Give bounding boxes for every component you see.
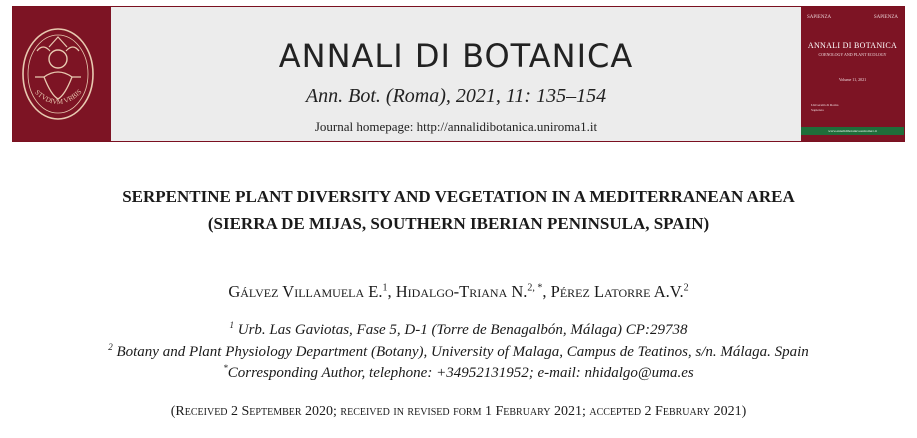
seal-text: STVDIVM VRBIS xyxy=(33,87,84,107)
cover-publisher-line: Sapienza xyxy=(811,108,824,112)
submission-dates: (Received 2 September 2020; received in revised form 1 February 2021; accepted 2 February 2021) xyxy=(170,404,747,419)
corresponding-author xyxy=(0,363,917,382)
affiliation xyxy=(0,320,917,339)
article-title-line: SERPENTINE PLANT DIVERSITY AND VEGETATION IN A MEDITERRANEAN AREA xyxy=(122,187,795,206)
cover-publisher-left: SAPIENZA xyxy=(807,15,832,20)
journal-cover-thumbnail xyxy=(801,7,904,141)
affiliation-text: Botany and Plant Physiology Department (Botany), University of Malaga, Campus de Teatinos, s/n. Málaga. Spain xyxy=(116,344,809,360)
cover-volume: Volume 11, 2021 xyxy=(838,77,867,82)
affiliation-mark: 1 xyxy=(229,320,235,330)
journal-citation: Ann. Bot. (Roma), 2021, 11: 135–154 xyxy=(305,85,607,107)
journal-homepage[interactable]: Journal homepage: http://annalidibotanica.uniroma1.it xyxy=(314,119,598,134)
affiliation-text: Urb. Las Gaviotas, Fase 5, D-1 (Torre de Benagalbón, Málaga) CP:29738 xyxy=(237,322,688,338)
author-affiliation-mark: 2 xyxy=(683,282,689,294)
article-title xyxy=(0,183,917,237)
journal-masthead xyxy=(111,7,801,141)
corresponding-author-text: Corresponding Author, telephone: +34952131952; e-mail: nhidalgo@uma.es xyxy=(227,365,694,381)
cover-publisher-right: SAPIENZA xyxy=(873,15,898,20)
cover-publisher xyxy=(807,15,898,20)
article-title-line: (SIERRA DE MIJAS, SOUTHERN IBERIAN PENINSULA, SPAIN) xyxy=(207,214,710,233)
sapienza-seal-icon xyxy=(13,7,111,141)
author-name: Gálvez Villamuela E. xyxy=(228,282,383,301)
affiliation-mark: 2 xyxy=(108,342,113,352)
author-name: Hidalgo-Triana N. xyxy=(395,282,528,301)
author-list: Gálvez Villamuela E.$^1$, Hidalgo-Triana N.$^{2, *}$, Pérez Latorre A.V.$^2$ xyxy=(228,282,689,301)
author-affiliation-mark: 2, * xyxy=(527,282,543,294)
sapienza-seal xyxy=(13,7,111,141)
journal-name: ANNALI DI BOTANICA xyxy=(278,37,634,75)
affiliation xyxy=(0,342,917,361)
author-name: Pérez Latorre A.V. xyxy=(550,282,684,301)
cover-subtitle: COENOLOGY AND PLANT ECOLOGY xyxy=(818,52,887,57)
cover-publisher-line: Università di Roma xyxy=(811,103,839,107)
cover-footer: www.annalidibotanica.uniroma1.it xyxy=(801,127,904,135)
author-affiliation-mark: 1 xyxy=(382,282,388,294)
affiliation-mark: * xyxy=(223,363,228,373)
journal-banner xyxy=(12,6,905,142)
cover-title: ANNALI DI BOTANICA xyxy=(807,41,898,50)
cover-publisher-block xyxy=(811,103,851,113)
